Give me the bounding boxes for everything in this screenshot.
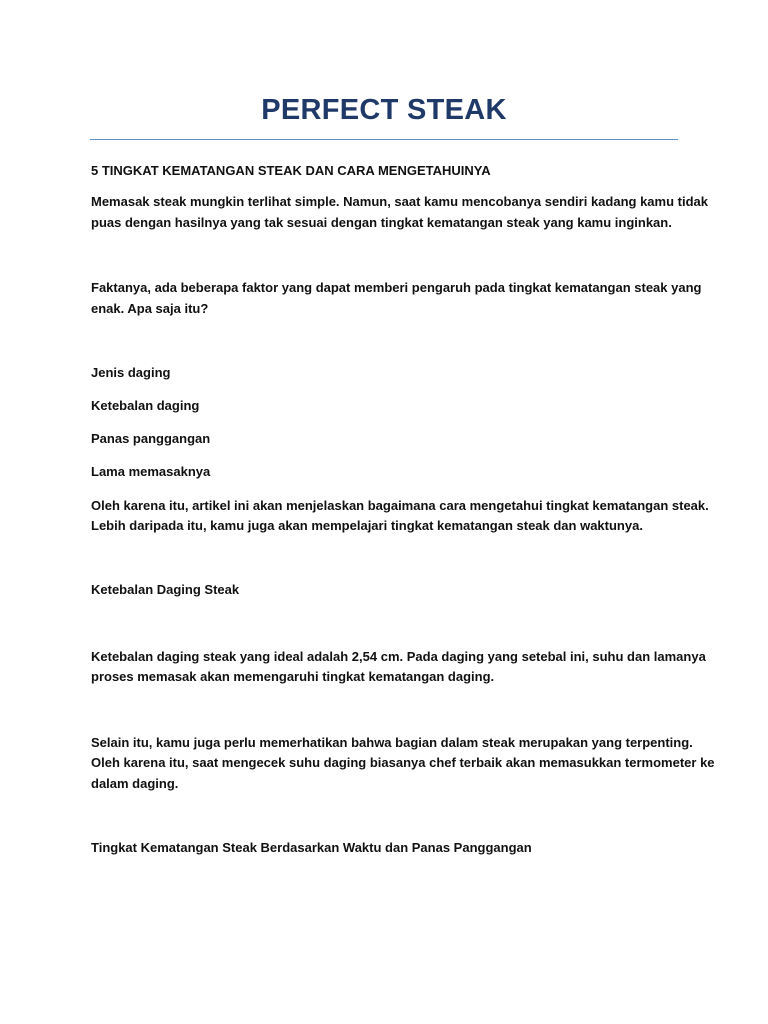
title-divider bbox=[90, 139, 678, 140]
thickness-line-2: proses memasak akan memengaruhi tingkat kematangan daging. bbox=[91, 669, 495, 684]
facts-line-1: Faktanya, ada beberapa faktor yang dapat memberi pengaruh pada tingkat kematangan steak yang bbox=[91, 280, 702, 295]
factor-item: Panas panggangan bbox=[91, 431, 211, 446]
factor-item: Lama memasaknya bbox=[91, 464, 211, 479]
important-line-1: Selain itu, kamu juga perlu memerhatikan bahwa bagian dalam steak merupakan yang terpenting. bbox=[91, 735, 693, 750]
thickness-line-1: Ketebalan daging steak yang ideal adalah 2,54 cm. Pada daging yang setebal ini, suhu dan lamanya bbox=[91, 649, 706, 664]
section-heading-levels: Tingkat Kematangan Steak Berdasarkan Waktu dan Panas Panggangan bbox=[91, 840, 532, 855]
explain-line-1: Oleh karena itu, artikel ini akan menjelaskan bagaimana cara mengetahui tingkat kematangan steak. bbox=[91, 498, 709, 513]
factor-item: Jenis daging bbox=[91, 365, 171, 380]
facts-line-2: enak. Apa saja itu? bbox=[91, 301, 209, 316]
document-title: PERFECT STEAK bbox=[261, 94, 507, 126]
intro-line-1: Memasak steak mungkin terlihat simple. Namun, saat kamu mencobanya sendiri kadang kamu tidak bbox=[91, 194, 708, 209]
important-line-3: dalam daging. bbox=[91, 776, 179, 791]
intro-line-2: puas dengan hasilnya yang tak sesuai dengan tingkat kematangan steak yang kamu inginkan. bbox=[91, 215, 672, 230]
explain-line-2: Lebih daripada itu, kamu juga akan mempelajari tingkat kematangan steak dan waktunya. bbox=[91, 518, 643, 533]
section-heading-thickness: Ketebalan Daging Steak bbox=[91, 582, 240, 597]
factor-item: Ketebalan daging bbox=[91, 398, 200, 413]
important-line-2: Oleh karena itu, saat mengecek suhu daging biasanya chef terbaik akan memasukkan termometer ke bbox=[91, 755, 715, 770]
document-subtitle: 5 TINGKAT KEMATANGAN STEAK DAN CARA MENGETAHUINYA bbox=[91, 163, 491, 178]
